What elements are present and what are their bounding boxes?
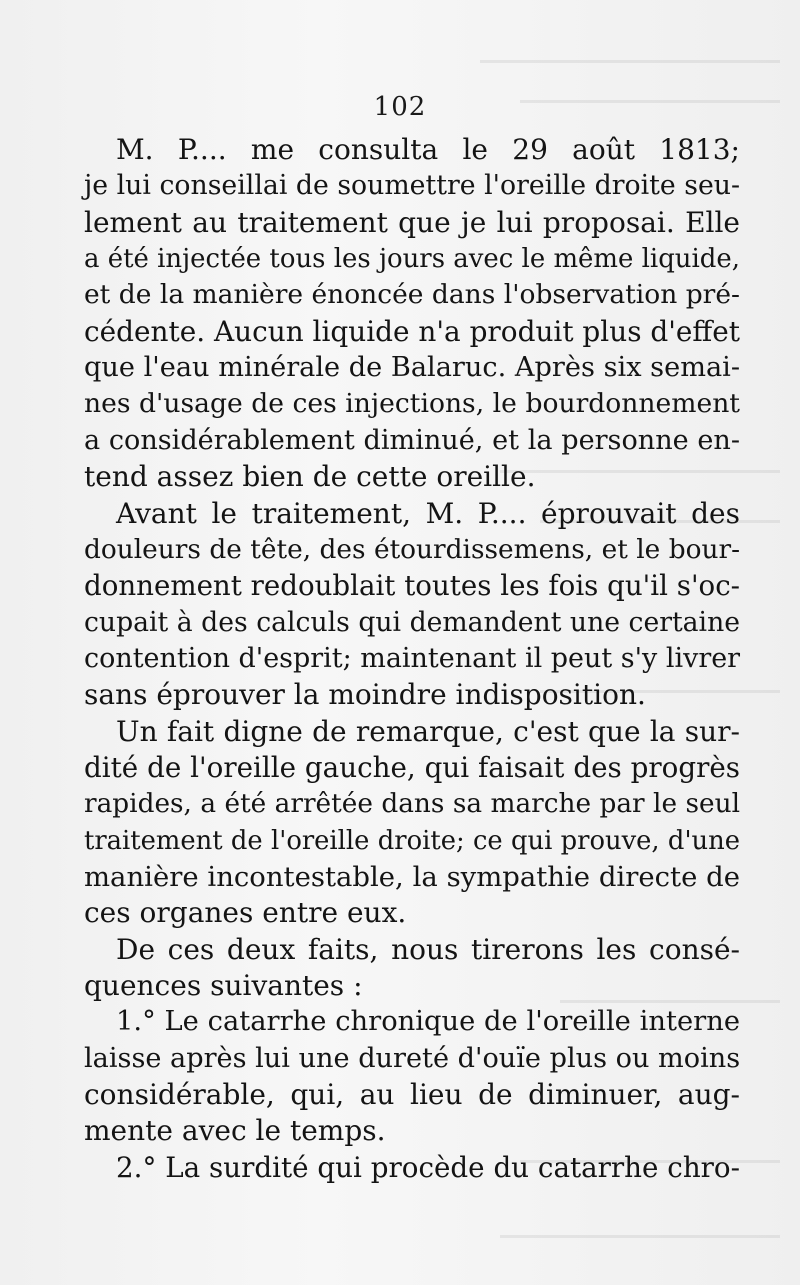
text-line: manière incontestable, la sympathie directe de [84,861,740,893]
text-line: 2.° La surdité qui procède du catarrhe chro- [116,1150,740,1184]
text-line: laisse après lui une dureté d'ouïe plus ou moins [84,1042,741,1074]
text-line: a été injectée tous les jours avec le même liquide, [84,244,740,275]
text-line: lement au traitement que je lui proposai. Elle [84,205,740,239]
text-line: je lui conseillai de soumettre l'oreille droite seu- [84,170,740,202]
page-number: 102 [373,92,427,122]
text-line: contention d'esprit; maintenant il peut s'y livrer [84,642,741,674]
text-line: traitement de l'oreille droite; ce qui prouve, d'une [84,825,740,856]
text-line: douleurs de tête, des étourdissemens, et le bour- [84,534,740,565]
text-line: nes d'usage de ces injections, le bourdonnement [84,388,740,420]
text-line: M. P.... me consulta le 29 août 1813; [116,133,740,166]
text-line: De ces deux faits, nous tirerons les consé- [116,932,740,966]
text-line: sans éprouver la moindre indisposition. [84,678,646,712]
text-line: mente avec le temps. [84,1114,386,1148]
text-line: ces organes entre eux. [84,896,407,930]
text-line: donnement redoublait toutes les fois qu'il s'oc- [84,569,741,603]
text-line: quences suivantes : [84,969,363,1003]
text-line: que l'eau minérale de Balaruc. Après six semai- [84,352,740,384]
text-line: cédente. Aucun liquide n'a produit plus d'effet [84,314,740,348]
text-line: 1.° Le catarrhe chronique de l'oreille interne [116,1006,740,1038]
text-line: a considérablement diminué, et la personne en- [84,424,740,456]
text-line: cupait à des calculs qui demandent une certaine [84,606,740,638]
text-line: Avant le traitement, M. P.... éprouvait des [116,496,740,530]
text-line: dité de l'oreille gauche, qui faisait des progrès [84,750,740,784]
text-line: rapides, a été arrêtée dans sa marche par le seul [84,789,740,820]
text-line: considérable, qui, au lieu de diminuer, aug- [84,1078,740,1112]
text-line: Un fait digne de remarque, c'est que la sur- [116,714,740,748]
text-line: tend assez bien de cette oreille. [84,460,536,494]
text-line: et de la manière énoncée dans l'observation pré- [84,279,740,311]
